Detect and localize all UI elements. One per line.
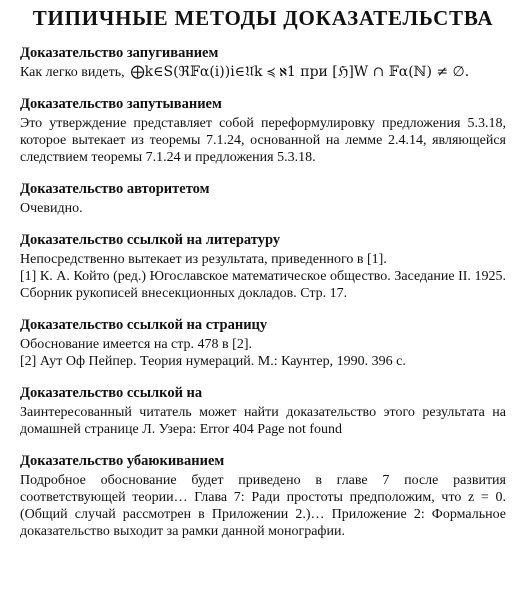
section-text: Очевидно.: [20, 201, 83, 216]
section-body: [20, 200, 506, 217]
section-heading: Доказательство авторитетом: [20, 181, 210, 197]
section-body: [20, 115, 506, 166]
section-body: [20, 64, 506, 81]
section-body: [20, 336, 506, 370]
reference: [1] К. А. Който (ред.) Югославское математическое общество. Заседание II. 1925. Сборник рукописей внесекционных докладов. Стр. 17.: [20, 269, 506, 301]
section-text: Заинтересованный читатель может найти доказательство этого результата на домашней странице Л. Узера: Error 404 Page not found: [20, 405, 506, 437]
section-lulling: [20, 453, 506, 540]
section-body: [20, 404, 506, 438]
section-reference-to: [20, 385, 506, 438]
formula-intro: Как легко видеть,: [20, 65, 125, 80]
section-text: Это утверждение представляет собой переформулировку предложения 5.3.18, которое вытекает из теоремы 7.1.24, основанной на лемме 2.4.14, являющейся следствием теоремы 7.1.24 и предложения 5.3.18.: [20, 116, 506, 165]
section-heading: Доказательство ссылкой на страницу: [20, 317, 268, 333]
formula: ⨁k∈S(ℜ𝔽α(i))i∈𝔘k ≼ ℵ1 при [ℌ]W ∩ 𝔽α(ℕ) ≠ ∅.: [130, 64, 470, 80]
section-text: Обоснование имеется на стр. 478 в [2].: [20, 337, 252, 352]
section-intimidation: [20, 45, 506, 81]
page-title: ТИПИЧНЫЕ МЕТОДЫ ДОКАЗАТЕЛЬСТВА: [32, 6, 494, 30]
section-heading: Доказательство убаюкиванием: [20, 453, 225, 469]
section-heading: Доказательство запугиванием: [20, 45, 219, 61]
section-body: [20, 251, 506, 302]
section-text: Непосредственно вытекает из результата, приведенного в [1].: [20, 252, 387, 267]
reference: [2] Аут Оф Пейпер. Теория нумераций. М.: Каунтер, 1990. 396 с.: [20, 354, 406, 369]
section-literature: [20, 232, 506, 302]
section-authority: [20, 181, 506, 217]
section-body: [20, 472, 506, 540]
section-heading: Доказательство ссылкой на литературу: [20, 232, 281, 248]
section-obfuscation: [20, 96, 506, 166]
section-text: Подробное обоснование будет приведено в главе 7 после развития соответствующей теории… Глава 7: Ради простоты предположим, что z = 0. (Общий случай рассмотрен в Приложении 2.)… Приложение 2: Формальное доказательство выходит за рамки данной монографии.: [20, 473, 506, 539]
section-heading: Доказательство ссылкой на: [20, 385, 203, 401]
section-heading: Доказательство запутыванием: [20, 96, 222, 112]
section-page-reference: [20, 317, 506, 370]
